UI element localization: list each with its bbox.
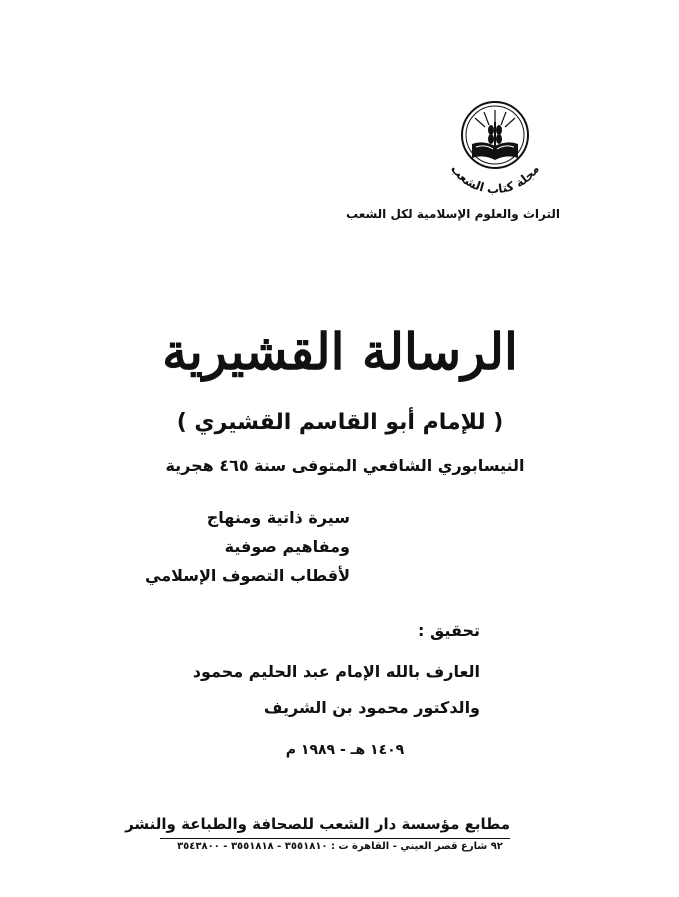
logo-caption: التراث والعلوم الإسلامية لكل الشعب bbox=[345, 207, 560, 221]
editor-name: العارف بالله الإمام عبد الحليم محمود bbox=[192, 662, 480, 681]
death-year-line: النيسابوري الشافعي المتوفى سنة ٤٦٥ هجرية bbox=[165, 456, 525, 475]
printer-name: مطابع مؤسسة دار الشعب للصحافة والطباعة والنشر bbox=[125, 815, 510, 833]
subtitle-line: ومفاهيم صوفية bbox=[224, 537, 350, 556]
logo bbox=[420, 100, 570, 200]
tahqiq-label: تحقيق : bbox=[418, 621, 480, 640]
book-title: الرسالة القشيرية bbox=[162, 322, 518, 381]
printer-underline bbox=[160, 838, 510, 839]
publication-date: ١٤٠٩ هـ - ١٩٨٩ م bbox=[285, 742, 405, 758]
logo-arc-text: مجلة كتاب الشعب bbox=[447, 161, 543, 197]
subtitle-line: سيرة ذاتية ومنهاج bbox=[206, 508, 350, 527]
printer-address: ٩٢ شارع قصر العيني - القاهرة ت : ٣٥٥١٨١٠ - ٣٥٥١٨١٨ - ٣٥٤٣٨٠٠ bbox=[177, 841, 503, 852]
book-and-wheat-emblem-icon bbox=[462, 102, 528, 168]
author-line: ( للإمام أبو القاسم القشيري ) bbox=[176, 410, 504, 435]
subtitle-line: لأقطاب التصوف الإسلامي bbox=[145, 566, 350, 585]
editor-name: والدكتور محمود بن الشريف bbox=[263, 698, 480, 717]
